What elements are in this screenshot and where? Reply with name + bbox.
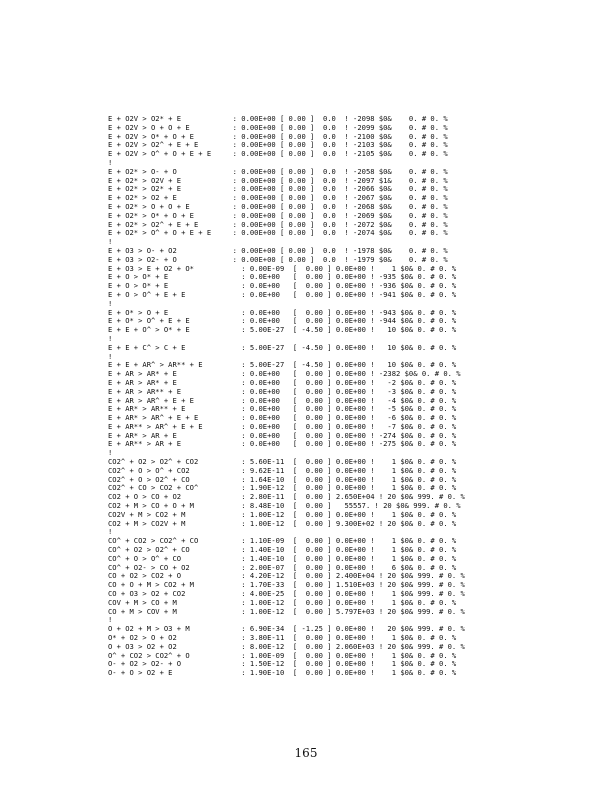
reaction-line: E + O* > O^ + E + E : 0.0E+00 [ 0.00 ] 0.0E+00 ! -944 $0& 0. # 0. % — [108, 316, 457, 326]
reaction-line: E + O > O* + E : 0.0E+00 [ 0.00 ] 0.0E+00 ! -936 $0& 0. # 0. % — [108, 281, 457, 291]
reaction-line: E + O2V > O^ + O + E + E : 0.00E+00 [ 0.00 ] 0.0 ! -2105 $0& 0. # 0. % — [108, 149, 448, 159]
reaction-line: CO2^ + O > O2^ + CO : 1.64E-10 [ 0.00 ] 0.0E+00 ! 1 $0& 0. # 0. % — [108, 474, 457, 484]
reaction-line: E + O* > O + E : 0.0E+00 [ 0.00 ] 0.0E+00 ! -943 $0& 0. # 0. % — [108, 307, 457, 317]
separator-line: ! — [108, 527, 113, 537]
reaction-line: CO2^ + O2 > O2^ + CO2 : 5.60E-11 [ 0.00 ] 0.0E+00 ! 1 $0& 0. # 0. % — [108, 457, 457, 467]
reaction-line: E + O3 > O- + O2 : 0.00E+00 [ 0.00 ] 0.0 ! -1978 $0& 0. # 0. % — [108, 245, 448, 255]
reaction-line: CO2^ + O > O^ + CO2 : 9.62E-11 [ 0.00 ] 0.0E+00 ! 1 $0& 0. # 0. % — [108, 465, 457, 475]
separator-line: ! — [108, 298, 113, 308]
reaction-line: CO + M > COV + M : 1.00E-12 [ 0.00 ] 5.797E+03 ! 20 $0& 999. # 0. % — [108, 606, 465, 616]
reaction-line: CO + O2 > CO2 + O : 4.20E-12 [ 0.00 ] 2.400E+04 ! 20 $0& 999. # 0. % — [108, 571, 465, 581]
reaction-line: O- + O > O2 + E : 1.90E-10 [ 0.00 ] 0.0E+00 ! 1 $0& 0. # 0. % — [108, 668, 457, 678]
reaction-line: E + AR* > AR^ + E + E : 0.0E+00 [ 0.00 ] 0.0E+00 ! -6 $0& 0. # 0. % — [108, 413, 457, 423]
reaction-line: COV + M > CO + M : 1.00E-12 [ 0.00 ] 0.0E+00 ! 1 $0& 0. # 0. % — [108, 597, 457, 607]
reaction-line: E + AR** > AR + E : 0.0E+00 [ 0.00 ] 0.0E+00 ! -275 $0& 0. # 0. % — [108, 439, 457, 449]
reaction-line: O* + O2 > O + O2 : 3.80E-11 [ 0.00 ] 0.0E+00 ! 1 $0& 0. # 0. % — [108, 633, 457, 643]
reaction-line: E + O2* > O2V + E : 0.00E+00 [ 0.00 ] 0.0 ! -2097 $1& 0. # 0. % — [108, 175, 448, 185]
reaction-line: E + AR > AR* + E : 0.0E+00 [ 0.00 ] 0.0E+00 ! -2382 $0& 0. # 0. % — [108, 369, 461, 379]
separator-line: ! — [108, 448, 113, 458]
reaction-line: E + AR* > AR** + E : 0.0E+00 [ 0.00 ] 0.0E+00 ! -5 $0& 0. # 0. % — [108, 404, 457, 414]
reaction-line: O + O3 > O2 + O2 : 8.00E-12 [ 0.00 ] 2.060E+03 ! 20 $0& 999. # 0. % — [108, 641, 465, 651]
reaction-line: CO^ + CO2 > CO2^ + CO : 1.10E-09 [ 0.00 ] 0.0E+00 ! 1 $0& 0. # 0. % — [108, 536, 457, 546]
reaction-line: E + O2V > O + O + E : 0.00E+00 [ 0.00 ] 0.0 ! -2099 $0& 0. # 0. % — [108, 122, 448, 132]
reaction-line: E + O3 > E + O2 + O* : 0.00E-09 [ 0.00 ] 0.0E+00 ! 1 $0& 0. # 0. % — [108, 263, 457, 273]
reaction-line: CO2 + M > CO + O + M : 8.48E-10 [ 0.00 ] 55557. ! 20 $0& 999. # 0. % — [108, 501, 461, 511]
reaction-line: CO^ + O2- > CO + O2 : 2.00E-07 [ 0.00 ] 0.0E+00 ! 6 $0& 0. # 0. % — [108, 562, 457, 572]
reaction-line: CO + O + M > CO2 + M : 1.70E-33 [ 0.00 ] 1.510E+03 ! 20 $0& 999. # 0. % — [108, 580, 465, 590]
reaction-line: E + E + AR^ > AR** + E : 5.00E-27 [ -4.50 ] 0.0E+00 ! 10 $0& 0. # 0. % — [108, 360, 457, 370]
reaction-line: E + E + C^ > C + E : 5.00E-27 [ -4.50 ] 0.0E+00 ! 10 $0& 0. # 0. % — [108, 342, 457, 352]
separator-line: ! — [108, 333, 113, 343]
reaction-line: E + O3 > O2- + O : 0.00E+00 [ 0.00 ] 0.0 ! -1979 $0& 0. # 0. % — [108, 254, 448, 264]
separator-line: ! — [108, 157, 113, 167]
reaction-line: CO2 + M > CO2V + M : 1.00E-12 [ 0.00 ] 9.300E+02 ! 20 $0& 0. # 0. % — [108, 518, 457, 528]
reaction-line: CO2V + M > CO2 + M : 1.00E-12 [ 0.00 ] 0.0E+00 ! 1 $0& 0. # 0. % — [108, 509, 457, 519]
reaction-line: E + O2* > O2* + E : 0.00E+00 [ 0.00 ] 0.0 ! -2066 $0& 0. # 0. % — [108, 184, 448, 194]
reaction-line: CO^ + O2 > O2^ + CO : 1.40E-10 [ 0.00 ] 0.0E+00 ! 1 $0& 0. # 0. % — [108, 545, 457, 555]
reaction-line: E + O2V > O2* + E : 0.00E+00 [ 0.00 ] 0.0 ! -2098 $0& 0. # 0. % — [108, 114, 448, 123]
reaction-line: E + O2* > O* + O + E : 0.00E+00 [ 0.00 ] 0.0 ! -2069 $0& 0. # 0. % — [108, 210, 448, 220]
reaction-line: CO + O3 > O2 + CO2 : 4.00E-25 [ 0.00 ] 0.0E+00 ! 1 $0& 999. # 0. % — [108, 589, 465, 599]
reaction-line: E + O2V > O2^ + E + E : 0.00E+00 [ 0.00 ] 0.0 ! -2103 $0& 0. # 0. % — [108, 140, 448, 150]
reaction-line: E + O2* > O2 + E : 0.00E+00 [ 0.00 ] 0.0 ! -2067 $0& 0. # 0. % — [108, 193, 448, 203]
separator-line: ! — [108, 351, 113, 361]
reaction-mechanism-listing — [108, 115, 465, 678]
reaction-line: CO2^ + CO > CO2 + CO^ : 1.90E-12 [ 0.00 ] 0.0E+00 ! 1 $0& 0. # 0. % — [108, 483, 457, 493]
reaction-line: E + O2V > O* + O + E : 0.00E+00 [ 0.00 ] 0.0 ! -2100 $0& 0. # 0. % — [108, 131, 448, 141]
reaction-line: CO^ + O > O^ + CO : 1.40E-10 [ 0.00 ] 0.0E+00 ! 1 $0& 0. # 0. % — [108, 553, 457, 563]
reaction-line: O^ + CO2 > CO2^ + O : 1.00E-09 [ 0.00 ] 0.0E+00 ! 1 $0& 0. # 0. % — [108, 650, 457, 660]
reaction-line: E + AR* > AR + E : 0.0E+00 [ 0.00 ] 0.0E+00 ! -274 $0& 0. # 0. % — [108, 430, 457, 440]
reaction-line: E + O2* > O2^ + E + E : 0.00E+00 [ 0.00 ] 0.0 ! -2072 $0& 0. # 0. % — [108, 219, 448, 229]
reaction-line: E + O2* > O + O + E : 0.00E+00 [ 0.00 ] 0.0 ! -2068 $0& 0. # 0. % — [108, 201, 448, 211]
reaction-line: E + AR > AR^ + E + E : 0.0E+00 [ 0.00 ] 0.0E+00 ! -4 $0& 0. # 0. % — [108, 395, 457, 405]
separator-line: ! — [108, 237, 113, 247]
reaction-line: E + O > O* + E : 0.0E+00 [ 0.00 ] 0.0E+00 ! -935 $0& 0. # 0. % — [108, 272, 457, 282]
reaction-line: E + AR** > AR^ + E + E : 0.0E+00 [ 0.00 ] 0.0E+00 ! -7 $0& 0. # 0. % — [108, 421, 457, 431]
page-number: 165 — [294, 746, 318, 760]
reaction-line: E + O > O^ + E + E : 0.0E+00 [ 0.00 ] 0.0E+00 ! -941 $0& 0. # 0. % — [108, 289, 457, 299]
reaction-line: E + E + O^ > O* + E : 5.00E-27 [ -4.50 ] 0.0E+00 ! 10 $0& 0. # 0. % — [108, 325, 457, 335]
reaction-line: E + AR > AR* + E : 0.0E+00 [ 0.00 ] 0.0E+00 ! -2 $0& 0. # 0. % — [108, 377, 457, 387]
reaction-line: CO2 + O > CO + O2 : 2.80E-11 [ 0.00 ] 2.650E+04 ! 20 $0& 999. # 0. % — [108, 492, 465, 502]
reaction-line: O- + O2 > O2- + O : 1.50E-12 [ 0.00 ] 0.0E+00 ! 1 $0& 0. # 0. % — [108, 659, 457, 669]
separator-line: ! — [108, 615, 113, 625]
reaction-line: E + O2* > O^ + O + E + E : 0.00E+00 [ 0.00 ] 0.0 ! -2074 $0& 0. # 0. % — [108, 228, 448, 238]
reaction-line: O + O2 + M > O3 + M : 6.90E-34 [ -1.25 ] 0.0E+00 ! 20 $0& 999. # 0. % — [108, 624, 465, 634]
reaction-line: E + AR > AR** + E : 0.0E+00 [ 0.00 ] 0.0E+00 ! -3 $0& 0. # 0. % — [108, 386, 457, 396]
reaction-line: E + O2* > O- + O : 0.00E+00 [ 0.00 ] 0.0 ! -2058 $0& 0. # 0. % — [108, 166, 448, 176]
